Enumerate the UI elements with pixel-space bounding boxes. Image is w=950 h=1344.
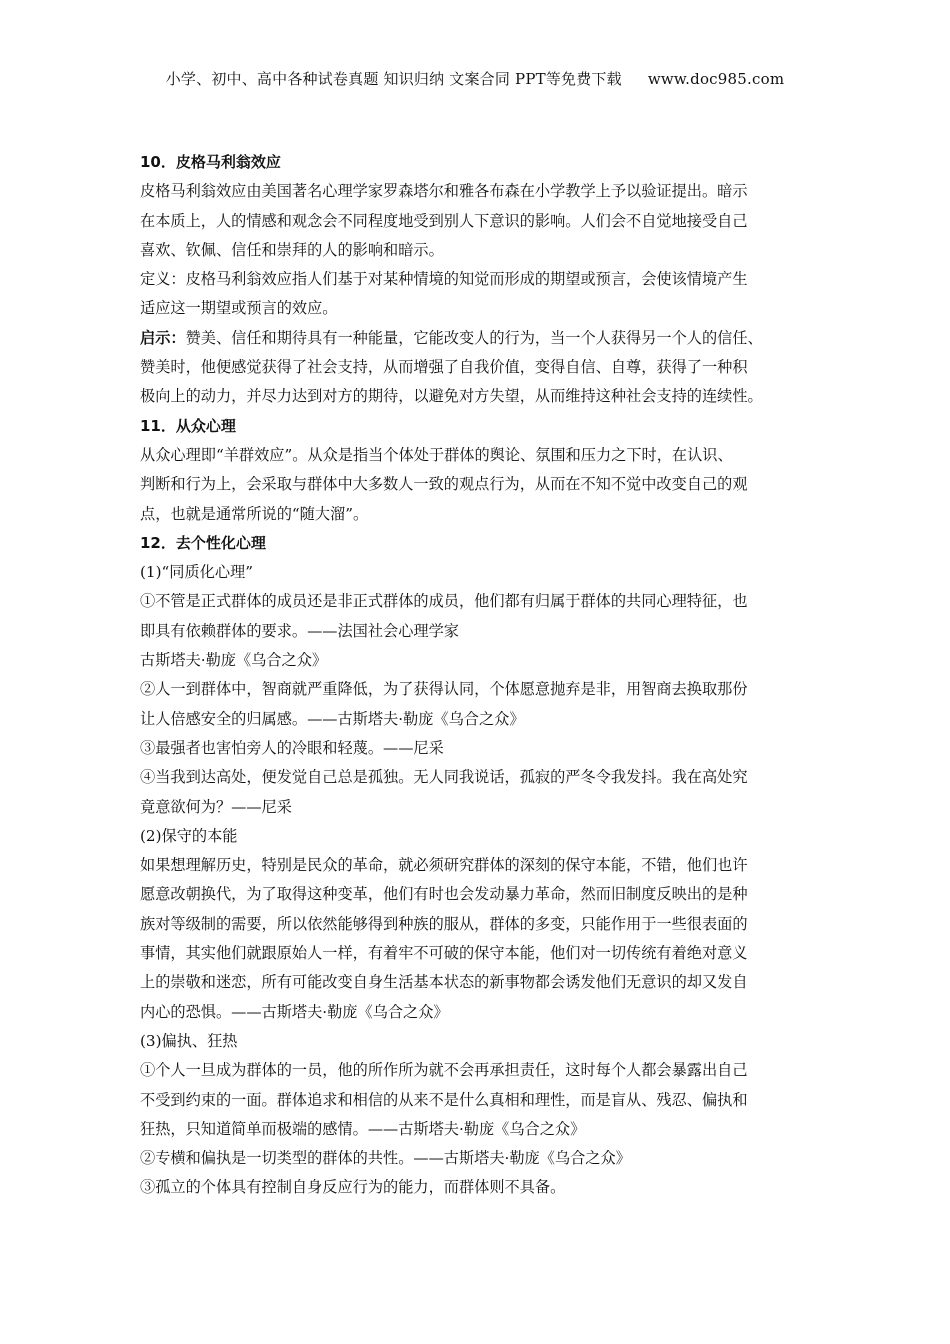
header-left-text: 小学、初中、高中各种试卷真题 知识归纳 文案合同 PPT等免费下载 (165, 70, 622, 88)
paragraph-line: 点，也就是通常所说的“随大溜”。 (140, 504, 369, 523)
paragraph-line: 事情，其实他们就跟原始人一样，有着牢不可破的保守本能，他们对一切传统有着绝对意义 (140, 944, 748, 963)
section-heading-11: 11．从众心理 (140, 416, 236, 435)
quote-line: ②专横和偏执是一切类型的群体的共性。——古斯塔夫·勒庞《乌合之众》 (140, 1149, 631, 1168)
section-heading-12: 12．去个性化心理 (140, 533, 266, 552)
paragraph-line: 内心的恐惧。——古斯塔夫·勒庞《乌合之众》 (140, 1002, 449, 1021)
insight-line: 极向上的动力，并尽力达到对方的期待，以避免对方失望，从而维持这种社会支持的连续性。 (140, 387, 763, 406)
paragraph-line: 在本质上，人的情感和观念会不同程度地受到别人下意识的影响。人们会不自觉地接受自己 (140, 211, 748, 230)
definition-line: 适应这一期望或预言的效应。 (140, 299, 338, 318)
paragraph-line: 族对等级制的需要，所以依然能够得到种族的服从，群体的多变，只能作用于一些很表面的 (140, 914, 748, 933)
quote-line: 古斯塔夫·勒庞《乌合之众》 (140, 651, 328, 670)
quote-line: 即具有依赖群体的要求。——法国社会心理学家 (140, 621, 459, 640)
subsection-title-3: (3)偏执、狂热 (140, 1031, 238, 1050)
paragraph-line: 上的崇敬和迷恋，所有可能改变自身生活基本状态的新事物都会诱发他们无意识的却又发自 (140, 973, 748, 992)
quote-line: 狂热，只知道简单而极端的感情。——古斯塔夫·勒庞《乌合之众》 (140, 1119, 586, 1138)
insight-line: 赞美时，他便感觉获得了社会支持，从而增强了自我价值，变得自信、自尊，获得了一种积 (140, 358, 748, 377)
subsection-title-1: (1)“同质化心理” (140, 563, 253, 582)
section-heading-10: 10．皮格马利翁效应 (140, 153, 281, 171)
quote-line: 让人倍感安全的归属感。——古斯塔夫·勒庞《乌合之众》 (140, 709, 525, 728)
insight-line (140, 324, 812, 353)
paragraph-line: 愿意改朝换代，为了取得这种变革，他们有时也会发动暴力革命，然而旧制度反映出的是种 (140, 885, 748, 904)
quote-line: ②人一到群体中，智商就严重降低，为了获得认同，个体愿意抛弃是非，用智商去换取那份 (140, 680, 748, 699)
quote-line: ①个人一旦成为群体的一员，他的所作所为就不会再承担责任，这时每个人都会暴露出自己 (140, 1061, 748, 1080)
quote-line: ④当我到达高处，便发觉自己总是孤独。无人同我说话，孤寂的严冬令我发抖。我在高处究 (140, 768, 748, 787)
definition-line: 定义：皮格马利翁效应指人们基于对某种情境的知觉而形成的期望或预言，会使该情境产生 (140, 270, 748, 289)
quote-line: ③孤立的个体具有控制自身反应行为的能力，而群体则不具备。 (140, 1178, 566, 1197)
insight-label: 启示： (140, 328, 186, 347)
paragraph-line: 喜欢、钦佩、信任和崇拜的人的影响和暗示。 (140, 240, 444, 259)
subsection-title-2: (2)保守的本能 (140, 826, 238, 845)
quote-line: ①不管是正式群体的成员还是非正式群体的成员，他们都有归属于群体的共同心理特征，也 (140, 592, 748, 611)
paragraph-line: 判断和行为上，会采取与群体中大多数人一致的观点行为，从而在不知不觉中改变自己的观 (140, 475, 748, 494)
quote-line: 竟意欲何为？——尼采 (140, 797, 292, 816)
page-header (0, 68, 950, 89)
quote-line: 不受到约束的一面。群体追求和相信的从来不是什么真相和理性，而是盲从、残忍、偏执和 (140, 1090, 748, 1109)
paragraph-line: 皮格马利翁效应由美国著名心理学家罗森塔尔和雅各布森在小学教学上予以验证提出。暗示 (140, 182, 748, 201)
paragraph-line: 如果想理解历史，特别是民众的革命，就必须研究群体的深刻的保守本能，不错，他们也许 (140, 856, 748, 875)
header-website: www.doc985.com (647, 70, 785, 88)
quote-line: ③最强者也害怕旁人的冷眼和轻蔑。——尼采 (140, 738, 444, 757)
insight-text: 赞美、信任和期待具有一种能量，它能改变人的行为，当一个人获得另一个人的信任、 (185, 328, 763, 347)
paragraph-line: 从众心理即“羊群效应”。从众是指当个体处于群体的舆论、氛围和压力之下时，在认识、 (140, 445, 733, 464)
document-body (140, 148, 812, 1203)
